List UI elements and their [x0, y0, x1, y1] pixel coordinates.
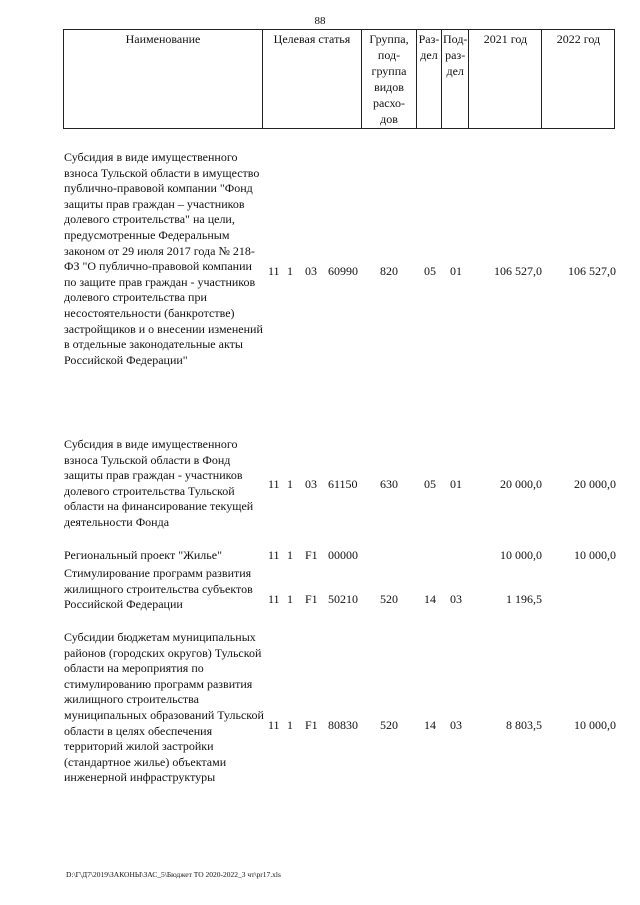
- cell-2022: 106 527,0: [568, 264, 616, 278]
- cell-2021: 106 527,0: [494, 264, 542, 278]
- cell-a: 11: [268, 264, 280, 278]
- cell-b: 1: [287, 548, 293, 562]
- row-name: Субсидии бюджетам муниципальных районов (городских округов) Тульской области на мероприятия по стимулированию программ развития жилищного строительства муниципальных образований Тульской области в целях обеспечения территорий жилой застройки (стандартное жилье) объектами инженерной инфраструктуры: [64, 630, 264, 785]
- cell-g: 01: [450, 477, 462, 491]
- cell-a: 11: [268, 477, 280, 491]
- cell-f: 05: [424, 264, 436, 278]
- cell-a: 11: [268, 718, 280, 732]
- cell-f: 05: [424, 477, 436, 491]
- cell-2022: 20 000,0: [574, 477, 616, 491]
- cell-b: 1: [287, 592, 293, 606]
- cell-f: 14: [424, 592, 436, 606]
- cell-e: 630: [380, 477, 398, 491]
- cell-2021: 8 803,5: [506, 718, 542, 732]
- row-name: Субсидия в виде имущественного взноса Тульской области в имущество публично-правовой компании "Фонд защиты прав граждан – участников долевого строительства" на цели, предусмотренные Федеральным законом от 29 июля 2017 года № 218-ФЗ "О публично-правовой компании по защите прав граждан - участников долевого строительства при несостоятельности (банкротстве) застройщиков и о внесении изменений в отдельные законодательные акты Российской Федерации": [64, 150, 263, 367]
- cell-g: 03: [450, 592, 462, 606]
- header-section: Раз- дел: [417, 30, 442, 129]
- cell-d: 60990: [328, 264, 358, 278]
- cell-b: 1: [287, 264, 293, 278]
- cell-d: 00000: [328, 548, 358, 562]
- header-target: Целевая статья: [263, 30, 362, 129]
- cell-a: 11: [268, 592, 280, 606]
- cell-g: 01: [450, 264, 462, 278]
- page-number: 88: [314, 15, 326, 27]
- cell-e: 520: [380, 592, 398, 606]
- cell-b: 1: [287, 477, 293, 491]
- cell-c: 03: [305, 264, 317, 278]
- header-subsection: Под- раз- дел: [442, 30, 469, 129]
- cell-b: 1: [287, 718, 293, 732]
- cell-2022: 10 000,0: [574, 548, 616, 562]
- cell-e: 820: [380, 264, 398, 278]
- cell-d: 61150: [328, 477, 358, 491]
- row-name: Субсидия в виде имущественного взноса Тульской области в Фонд защиты прав граждан - участников долевого строительства Тульской области на финансирование текущей деятельности Фонда: [64, 437, 254, 529]
- cell-a: 11: [268, 548, 280, 562]
- cell-c: F1: [305, 548, 318, 562]
- cell-e: 520: [380, 718, 398, 732]
- header-name: Наименование: [64, 30, 263, 129]
- row-name: Региональный проект "Жилье": [64, 548, 222, 562]
- row-name: Стимулирование программ развития жилищного строительства субъектов Российской Федерации: [64, 566, 253, 612]
- cell-g: 03: [450, 718, 462, 732]
- cell-d: 80830: [328, 718, 358, 732]
- file-path-footer: D:\Г\Д7\2019\ЗАКОНЫ\ЗАС_5\Бюджет ТО 2020-2022_3 чт\pr17.xls: [66, 870, 281, 879]
- cell-2021: 10 000,0: [500, 548, 542, 562]
- cell-2021: 20 000,0: [500, 477, 542, 491]
- cell-2021: 1 196,5: [506, 592, 542, 606]
- cell-f: 14: [424, 718, 436, 732]
- cell-c: F1: [305, 718, 318, 732]
- cell-c: 03: [305, 477, 317, 491]
- header-2022: 2022 год: [542, 30, 615, 129]
- header-group: Группа, под- группа видов расхо- дов: [362, 30, 417, 129]
- cell-d: 50210: [328, 592, 358, 606]
- header-2021: 2021 год: [469, 30, 542, 129]
- table-header: [63, 29, 615, 129]
- cell-c: F1: [305, 592, 318, 606]
- cell-2022: 10 000,0: [574, 718, 616, 732]
